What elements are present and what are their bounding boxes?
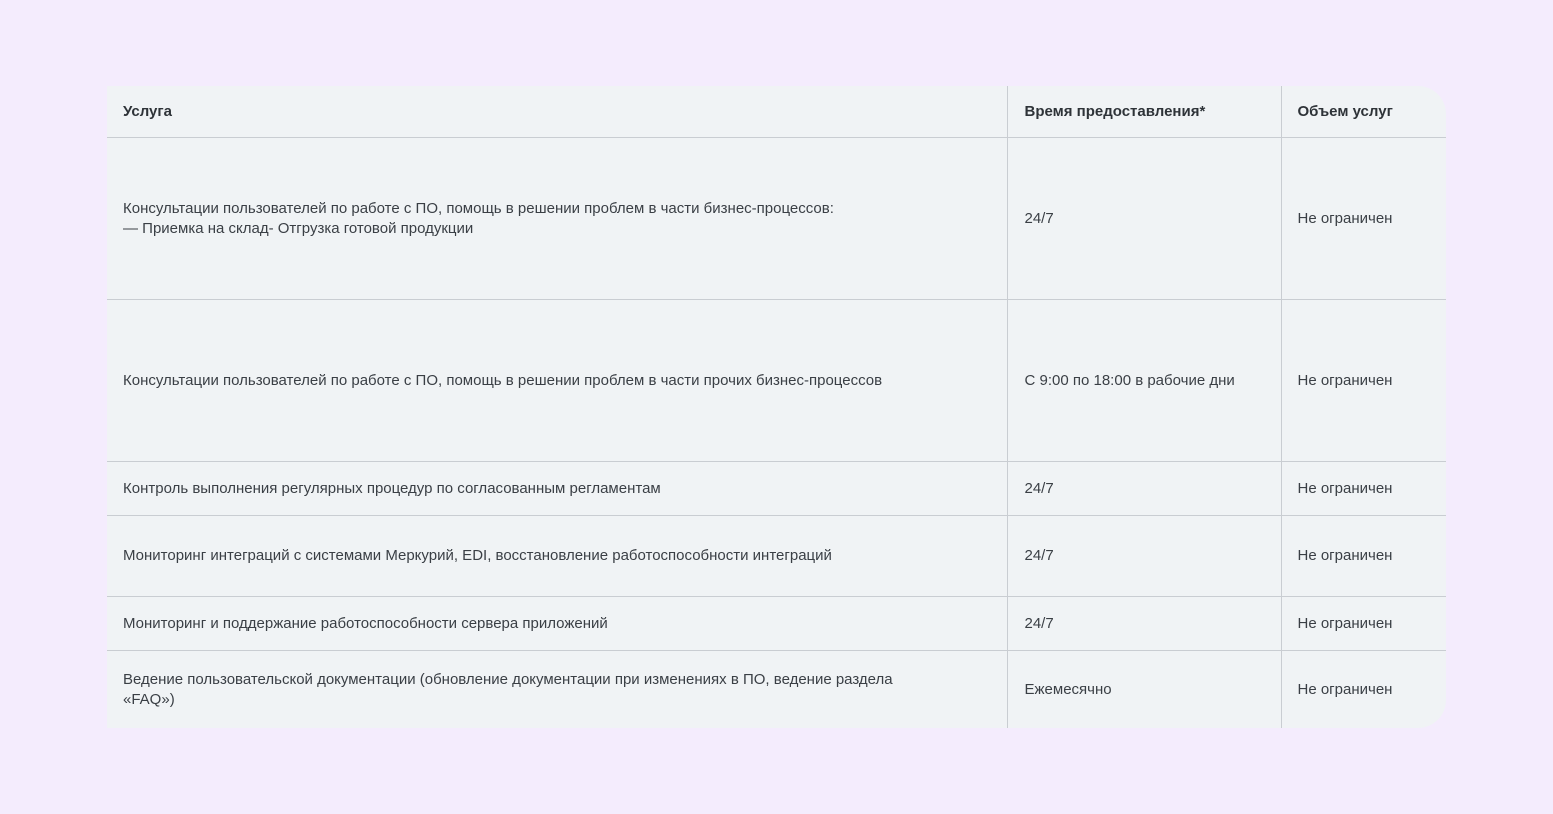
table-row — [107, 651, 1446, 729]
service-text: Консультации пользователей по работе с ПО, помощь в решении проблем в части бизнес-процессов: — [123, 199, 834, 217]
volume-cell: Не ограничен — [1281, 516, 1446, 597]
table-row — [107, 138, 1446, 300]
service-text: — Приемка на склад- Отгрузка готовой продукции — [123, 219, 474, 237]
table-row — [107, 462, 1446, 516]
time-cell: 24/7 — [1007, 597, 1281, 651]
volume-cell: Не ограничен — [1281, 597, 1446, 651]
service-text: Мониторинг и поддержание работоспособности сервера приложений — [123, 614, 608, 632]
volume-cell: Не ограничен — [1281, 462, 1446, 516]
volume-cell: Не ограничен — [1281, 138, 1446, 300]
time-cell: Ежемесячно — [1007, 651, 1281, 729]
service-cell — [107, 651, 1007, 729]
table-row — [107, 597, 1446, 651]
service-cell — [107, 300, 1007, 462]
service-text: Ведение пользовательской документации (обновление документации при изменениях в ПО, ведение раздела — [123, 670, 893, 688]
header-volume: Объем услуг — [1281, 86, 1446, 138]
table-header-row — [107, 86, 1446, 138]
volume-cell: Не ограничен — [1281, 300, 1446, 462]
services-table — [107, 86, 1446, 728]
time-cell: С 9:00 по 18:00 в рабочие дни — [1007, 300, 1281, 462]
service-text: Контроль выполнения регулярных процедур по согласованным регламентам — [123, 479, 661, 497]
service-text: Консультации пользователей по работе с ПО, помощь в решении проблем в части прочих бизнес-процессов — [123, 371, 883, 389]
service-cell — [107, 597, 1007, 651]
header-service: Услуга — [107, 86, 1007, 138]
table-row — [107, 300, 1446, 462]
time-cell: 24/7 — [1007, 516, 1281, 597]
service-cell — [107, 138, 1007, 300]
service-cell — [107, 462, 1007, 516]
header-time: Время предоставления* — [1007, 86, 1281, 138]
time-cell: 24/7 — [1007, 462, 1281, 516]
service-text: Мониторинг интеграций с системами Меркурий, EDI, восстановление работоспособности интеграций — [123, 547, 832, 564]
service-text: «FAQ») — [123, 690, 175, 708]
service-cell — [107, 516, 1007, 597]
services-table-card — [107, 86, 1446, 728]
time-cell: 24/7 — [1007, 138, 1281, 300]
table-row — [107, 516, 1446, 597]
volume-cell: Не ограничен — [1281, 651, 1446, 729]
